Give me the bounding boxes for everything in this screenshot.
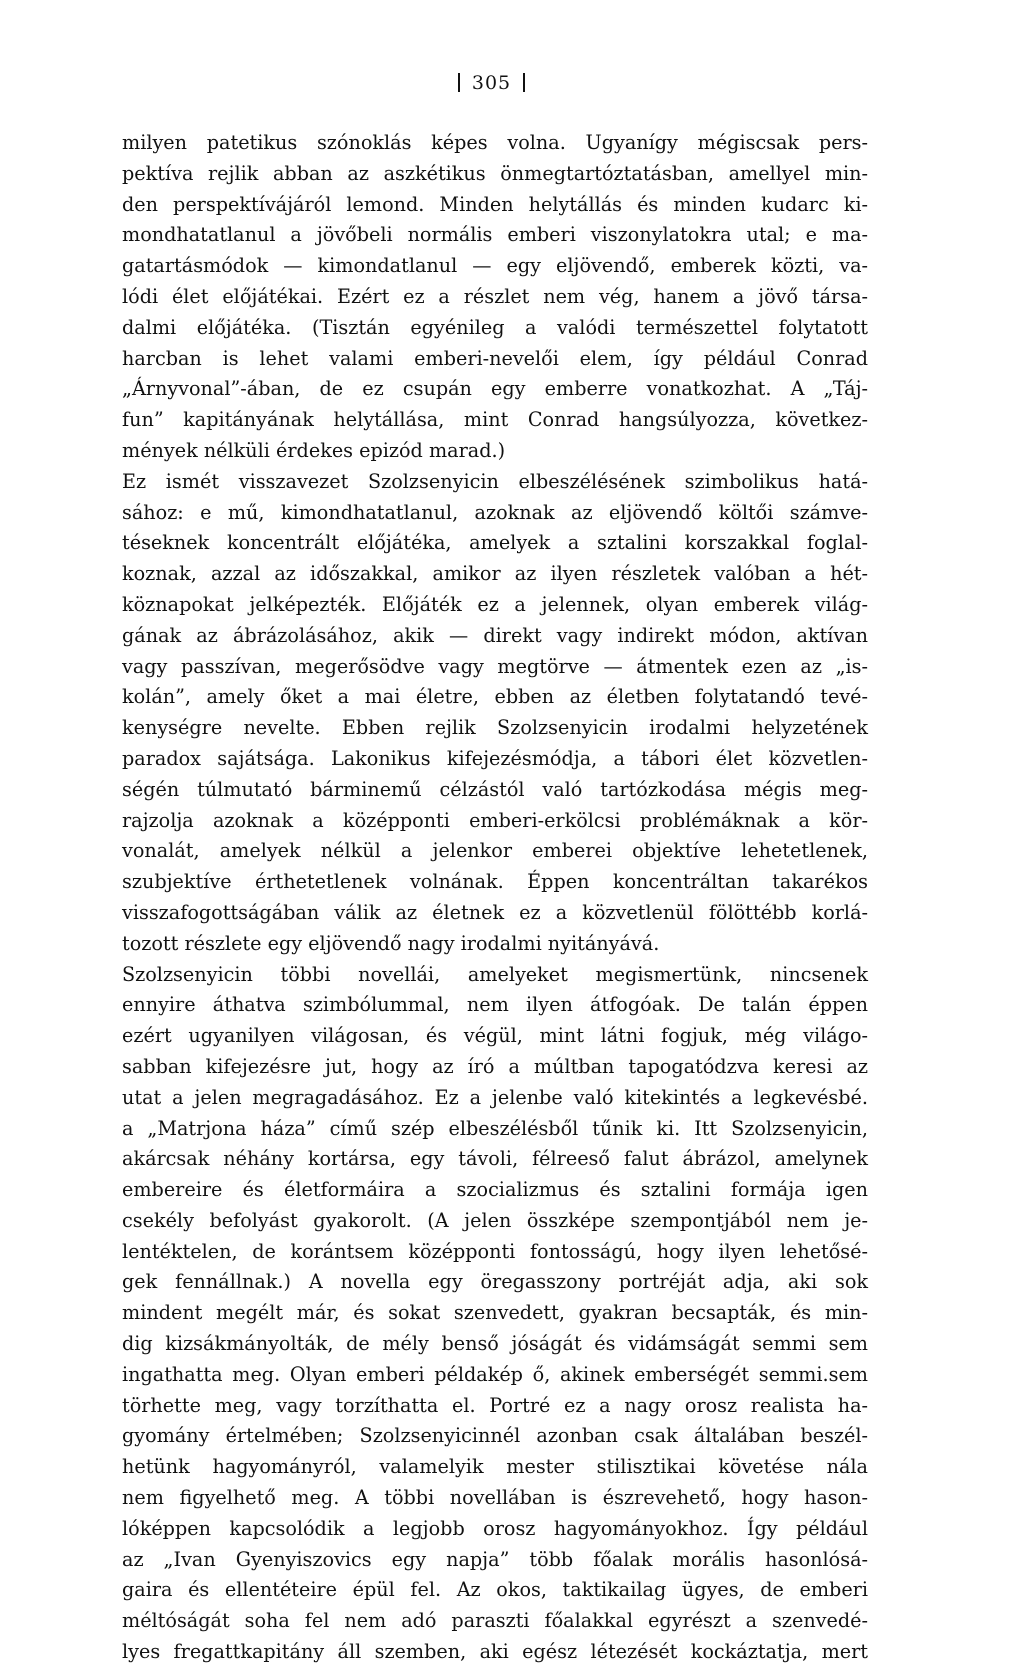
text-line: tozott részlete egy eljövendő nagy irodalmi nyitányává. bbox=[122, 931, 660, 955]
text-line: pektíva rejlik abban az aszkétikus önmegtartóztatásban, amellyel min- bbox=[122, 161, 868, 185]
text-line: lyes fregattkapitány áll szemben, aki egész létezését kockáztatja, mert bbox=[122, 1640, 868, 1664]
text-line: fun” kapitányának helytállása, mint Conrad hangsúlyozza, következ- bbox=[122, 408, 868, 432]
text-line: szubjektíve érthetetlenek volnának. Éppen koncentráltan takarékos bbox=[122, 870, 868, 894]
text-line: köznapokat jelképezték. Előjáték ez a jelennek, olyan emberek világ- bbox=[122, 592, 868, 616]
text-line: kolán”, amely őket a mai életre, ebben az életben folytatandó tevé- bbox=[122, 685, 868, 709]
text-line: lóképpen kapcsolódik a legjobb orosz hagyományokhoz. Így például bbox=[122, 1516, 868, 1540]
text-line: vagy passzívan, megerősödve vagy megtörve — átmentek ezen az „is- bbox=[122, 654, 868, 678]
text-line: mondhatatlanul a jövőbeli normális emberi viszonylatokra utal; e ma- bbox=[122, 223, 868, 247]
text-line: „Árnyvonal”-ában, de ez csupán egy emberre vonatkozhat. A „Táj- bbox=[122, 377, 868, 401]
text-line: harcban is lehet valami emberi-nevelői elem, így például Conrad bbox=[122, 346, 868, 370]
text-line: dig kizsákmányolták, de mély benső jóságát és vidámságát semmi sem bbox=[122, 1332, 868, 1356]
text-line: rajzolja azoknak a középponti emberi-erkölcsi problémáknak a kör- bbox=[122, 808, 868, 832]
text-line: ennyire áthatva szimbólummal, nem ilyen átfogóak. De talán éppen bbox=[122, 993, 868, 1017]
text-line: utat a jelen megragadásához. Ez a jelenbe való kitekintés a legkevésbé. bbox=[122, 1085, 868, 1109]
text-line: sához: e mű, kimondhatatlanul, azoknak az eljövendő költői számve- bbox=[122, 500, 868, 524]
text-line: lódi élet előjátékai. Ezért ez a részlet nem vég, hanem a jövő társa- bbox=[122, 284, 868, 308]
text-line: gatartásmódok — kimondatlanul — egy eljövendő, emberek közti, va- bbox=[122, 254, 868, 278]
text-line: visszafogottságában válik az életnek ez a közvetlenül fölöttébb korlá- bbox=[122, 900, 868, 924]
text-line: den perspektívájáról lemond. Minden helytállás és minden kudarc ki- bbox=[122, 192, 868, 216]
text-line: embereire és életformáira a szocializmus és sztalini formája igen bbox=[122, 1178, 868, 1202]
text-line: paradox sajátsága. Lakonikus kifejezésmódja, a tábori élet közvetlen- bbox=[122, 746, 868, 770]
header-rule-left bbox=[458, 73, 460, 92]
text-line: Szolzsenyicin többi novellái, amelyeket megismertünk, nincsenek bbox=[122, 962, 868, 986]
text-line: kenységre nevelte. Ebben rejlik Szolzsenyicin irodalmi helyzetének bbox=[122, 716, 868, 740]
text-line: gaira és ellentéteire épül fel. Az okos, taktikailag ügyes, de emberi bbox=[122, 1578, 868, 1602]
text-line: Ez ismét visszavezet Szolzsenyicin elbeszélésének szimbolikus hatá- bbox=[122, 469, 868, 493]
text-line: méltóságát soha fel nem adó paraszti főalakkal egyrészt a szenvedé- bbox=[122, 1609, 868, 1633]
text-line: akárcsak néhány kortársa, egy távoli, félreeső falut ábrázol, amelynek bbox=[122, 1147, 868, 1171]
text-line: nem figyelhető meg. A többi novellában is észrevehető, hogy hason- bbox=[122, 1486, 868, 1510]
text-line: a „Matrjona háza” című szép elbeszélésből tűnik ki. Itt Szolzsenyicin, bbox=[122, 1116, 868, 1140]
text-line: törhette meg, vagy torzíthatta el. Portré ez a nagy orosz realista ha- bbox=[122, 1393, 868, 1417]
text-line: koznak, azzal az időszakkal, amikor az ilyen részletek valóban a hét- bbox=[122, 562, 868, 586]
text-line: gek fennállnak.) A novella egy öregasszony portréját adja, aki sok bbox=[122, 1270, 868, 1294]
body-text bbox=[122, 128, 868, 1668]
page-number-header bbox=[0, 72, 983, 94]
text-line: gyomány értelmében; Szolzsenyicinnél azonban csak általában beszél- bbox=[122, 1424, 868, 1448]
text-line: ezért ugyanilyen világosan, és végül, mint látni fogjuk, még világo- bbox=[122, 1024, 868, 1048]
text-line: hetünk hagyományról, valamelyik mester stilisztikai követése nála bbox=[122, 1455, 868, 1479]
page-number: 305 bbox=[471, 72, 512, 94]
text-line: mények nélküli érdekes epizód marad.) bbox=[122, 438, 506, 462]
text-line: mindent megélt már, és sokat szenvedett, gyakran becsapták, és min- bbox=[122, 1301, 868, 1325]
text-line: csekély befolyást gyakorolt. (A jelen összképe szempontjából nem je- bbox=[122, 1208, 868, 1232]
text-line: sabban kifejezésre jut, hogy az író a múltban tapogatódzva keresi az bbox=[122, 1054, 868, 1078]
text-line: téseknek koncentrált előjátéka, amelyek a sztalini korszakkal foglal- bbox=[122, 531, 868, 555]
text-line: ingathatta meg. Olyan emberi példakép ő, akinek emberségét semmi.sem bbox=[122, 1362, 868, 1386]
text-line: lentéktelen, de korántsem középponti fontosságú, hogy ilyen lehetősé- bbox=[122, 1239, 868, 1263]
text-line: dalmi előjátéka. (Tisztán egyénileg a valódi természettel folytatott bbox=[122, 315, 868, 339]
text-line: vonalát, amelyek nélkül a jelenkor emberei objektíve lehetetlenek, bbox=[122, 839, 868, 863]
header-rule-right bbox=[523, 73, 525, 92]
text-line: ségén túlmutató bárminemű célzástól való tartózkodása mégis meg- bbox=[122, 777, 868, 801]
text-line: az „Ivan Gyenyiszovics egy napja” több főalak morális hasonlósá- bbox=[122, 1547, 868, 1571]
text-line: gának az ábrázolásához, akik — direkt vagy indirekt módon, aktívan bbox=[122, 623, 868, 647]
text-line: milyen patetikus szónoklás képes volna. Ugyanígy mégiscsak pers- bbox=[122, 131, 868, 154]
